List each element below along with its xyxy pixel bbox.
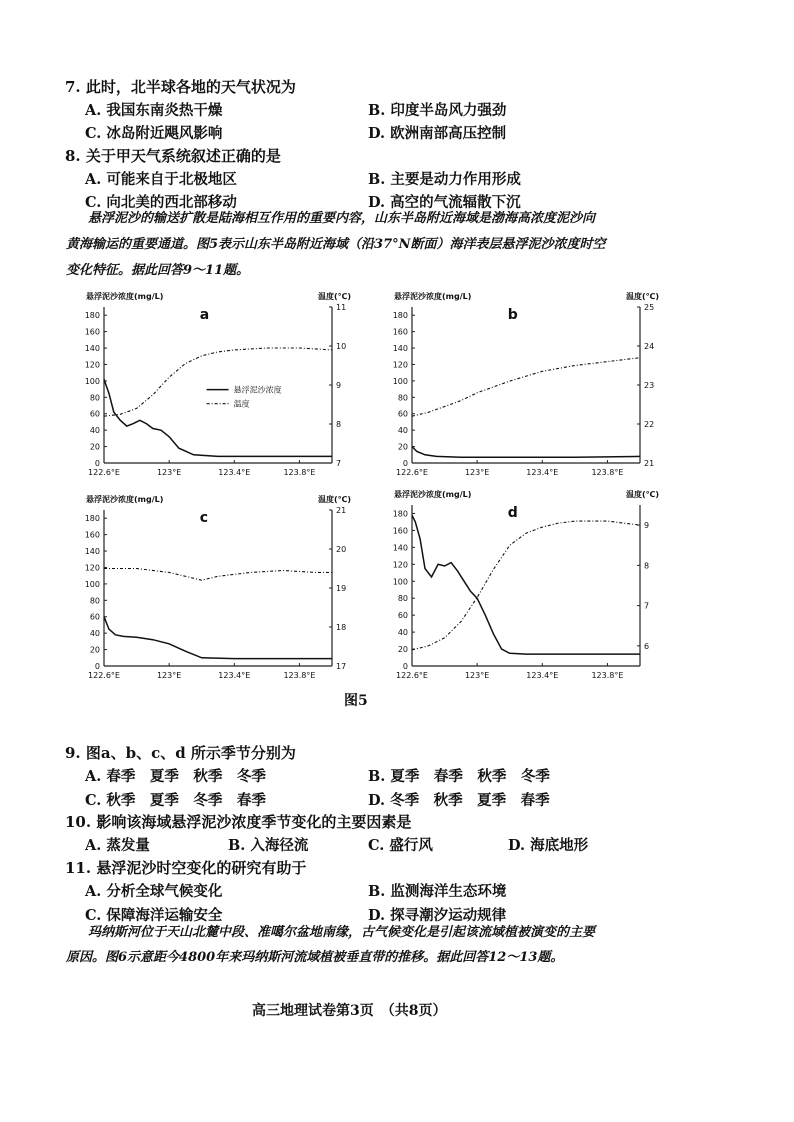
x-tick-label: 123.8°E: [591, 671, 624, 680]
sediment-concentration-line: [412, 515, 640, 654]
legend-label: 悬浮泥沙浓度: [233, 385, 282, 395]
question-10-stem: 10. 影响该海域悬浮泥沙浓度季节变化的主要因素是: [65, 813, 412, 831]
right-axis-title: 温度(℃): [626, 292, 659, 301]
left-tick-label: 140: [392, 543, 408, 553]
x-tick-label: 123.4°E: [218, 468, 251, 477]
x-tick-label: 122.6°E: [396, 468, 428, 477]
passage-2-line-1: 玛纳斯河位于天山北麓中段、准噶尔盆地南缘，古气候变化是引起该流域植被演变的主要: [88, 925, 596, 940]
chart-panel-a: [72, 285, 362, 485]
x-tick-label: 123.8°E: [283, 468, 316, 477]
chart-panel-b: [380, 285, 670, 485]
left-tick-label: 60: [89, 612, 100, 622]
left-tick-label: 100: [392, 577, 408, 587]
right-tick-label: 7: [644, 601, 650, 611]
panel-label: b: [507, 307, 518, 323]
question-11-option-c: C. 保障海洋运输安全: [85, 907, 223, 924]
left-tick-label: 120: [392, 560, 408, 570]
left-tick-label: 20: [89, 645, 100, 655]
right-tick-label: 7: [336, 459, 342, 468]
panel-label: c: [199, 510, 209, 526]
left-tick-label: 100: [84, 376, 100, 386]
question-11-option-a: A. 分析全球气候变化: [85, 883, 223, 900]
left-tick-label: 100: [84, 579, 100, 589]
figure-caption: 图5: [344, 693, 368, 709]
left-tick-label: 160: [84, 327, 100, 337]
sediment-concentration-line: [104, 617, 332, 659]
right-tick-label: 22: [644, 420, 655, 429]
right-tick-label: 9: [336, 381, 342, 390]
left-tick-label: 60: [89, 409, 100, 419]
chart-panel-c: [72, 488, 362, 688]
panel-label: d: [507, 505, 518, 521]
x-tick-label: 122.6°E: [396, 671, 428, 680]
left-tick-label: 140: [84, 344, 100, 354]
left-tick-label: 20: [89, 442, 100, 452]
left-tick-label: 140: [392, 344, 408, 354]
right-tick-label: 9: [644, 521, 650, 531]
left-tick-label: 60: [397, 409, 408, 419]
question-7-option-d: D. 欧洲南部高压控制: [368, 125, 507, 142]
x-tick-label: 123.8°E: [591, 468, 624, 477]
x-tick-label: 123.4°E: [218, 671, 251, 680]
right-tick-label: 23: [644, 381, 655, 390]
passage-2-line-2: 原因。图6示意距今4800年来玛纳斯河流域植被垂直带的推移。据此回答12～13题。: [66, 950, 564, 965]
left-tick-label: 120: [84, 360, 100, 370]
passage-1-line-2: 黄海输运的重要通道。图5表示山东半岛附近海域（沿37°N断面）海洋表层悬浮泥沙浓度时空: [66, 237, 606, 252]
sediment-concentration-line: [412, 447, 640, 458]
right-tick-label: 8: [336, 420, 342, 429]
left-axis-title: 悬浮泥沙浓度(mg/L): [86, 292, 164, 301]
right-tick-label: 18: [336, 623, 347, 632]
left-tick-label: 160: [84, 530, 100, 540]
x-tick-label: 123°E: [464, 671, 490, 680]
right-tick-label: 25: [644, 303, 655, 312]
question-10-option-d: D. 海底地形: [508, 837, 589, 854]
question-9-option-a: A. 春季 夏季 秋季 冬季: [85, 768, 266, 785]
left-tick-label: 60: [397, 611, 408, 621]
question-8-option-b: B. 主要是动力作用形成: [368, 171, 521, 188]
left-tick-label: 0: [94, 662, 100, 671]
left-tick-label: 120: [84, 563, 100, 573]
left-tick-label: 180: [392, 311, 408, 321]
chart-panel-d: [380, 483, 670, 688]
temperature-line: [104, 348, 332, 416]
question-9-stem: 9. 图a、b、c、d 所示季节分别为: [65, 744, 296, 762]
question-7-option-a: A. 我国东南炎热干燥: [85, 102, 223, 119]
left-tick-label: 40: [89, 426, 100, 436]
left-tick-label: 180: [392, 509, 408, 519]
left-tick-label: 0: [94, 459, 100, 468]
right-tick-label: 11: [336, 303, 347, 312]
question-11-option-d: D. 探寻潮汐运动规律: [368, 907, 507, 924]
x-tick-label: 122.6°E: [88, 671, 120, 680]
x-tick-label: 123.4°E: [526, 468, 559, 477]
left-tick-label: 40: [397, 628, 408, 638]
right-axis-title: 温度(℃): [626, 490, 659, 499]
left-axis-title: 悬浮泥沙浓度(mg/L): [86, 495, 164, 504]
right-tick-label: 17: [336, 662, 347, 671]
left-axis-title: 悬浮泥沙浓度(mg/L): [394, 490, 472, 499]
x-tick-label: 123°E: [464, 468, 490, 477]
left-tick-label: 180: [84, 311, 100, 321]
question-9-option-d: D. 冬季 秋季 夏季 春季: [368, 792, 550, 809]
question-8-option-d: D. 高空的气流辐散下沉: [368, 194, 521, 211]
left-tick-label: 80: [397, 393, 408, 403]
right-axis-title: 温度(℃): [318, 292, 351, 301]
legend-label: 温度: [233, 399, 250, 409]
question-11-stem: 11. 悬浮泥沙时空变化的研究有助于: [65, 859, 307, 877]
panel-label: a: [199, 307, 210, 323]
x-tick-label: 123°E: [156, 671, 182, 680]
right-tick-label: 20: [336, 545, 347, 554]
sediment-concentration-line: [104, 379, 332, 456]
left-tick-label: 80: [397, 594, 408, 604]
question-9-option-b: B. 夏季 春季 秋季 冬季: [368, 768, 550, 785]
question-8-stem: 8. 关于甲天气系统叙述正确的是: [65, 147, 281, 165]
question-9-option-c: C. 秋季 夏季 冬季 春季: [85, 792, 266, 809]
question-11-option-b: B. 监测海洋生态环境: [368, 883, 507, 900]
x-tick-label: 123.4°E: [526, 671, 559, 680]
question-7-option-c: C. 冰岛附近飓风影响: [85, 125, 223, 142]
left-tick-label: 0: [402, 662, 408, 671]
question-8-option-c: C. 向北美的西北部移动: [85, 194, 237, 211]
right-tick-label: 8: [644, 561, 650, 571]
right-tick-label: 24: [644, 342, 655, 351]
right-tick-label: 21: [644, 459, 655, 468]
left-tick-label: 20: [397, 442, 408, 452]
question-7-stem: 7. 此时，北半球各地的天气状况为: [65, 78, 296, 96]
left-axis-title: 悬浮泥沙浓度(mg/L): [394, 292, 472, 301]
left-tick-label: 40: [397, 426, 408, 436]
left-tick-label: 140: [84, 547, 100, 557]
right-tick-label: 6: [644, 641, 650, 651]
question-10-option-a: A. 蒸发量: [85, 837, 150, 854]
page-footer: 高三地理试卷第3页 （共8页）: [252, 1003, 447, 1019]
left-tick-label: 20: [397, 645, 408, 655]
question-10-option-c: C. 盛行风: [368, 837, 433, 854]
temperature-line: [412, 521, 640, 650]
left-tick-label: 180: [84, 514, 100, 524]
passage-1-line-3: 变化特征。据此回答9～11题。: [66, 263, 250, 278]
question-10-option-b: B. 入海径流: [228, 837, 309, 854]
right-axis-title: 温度(℃): [318, 495, 351, 504]
left-tick-label: 160: [392, 327, 408, 337]
x-tick-label: 123.8°E: [283, 671, 316, 680]
left-tick-label: 120: [392, 360, 408, 370]
left-tick-label: 0: [402, 459, 408, 468]
question-7-option-b: B. 印度半岛风力强劲: [368, 102, 507, 119]
temperature-line: [412, 358, 640, 417]
left-tick-label: 80: [89, 393, 100, 403]
temperature-line: [104, 569, 332, 581]
right-tick-label: 19: [336, 584, 347, 593]
x-tick-label: 122.6°E: [88, 468, 120, 477]
left-tick-label: 40: [89, 629, 100, 639]
question-8-option-a: A. 可能来自于北极地区: [85, 171, 237, 188]
right-tick-label: 21: [336, 506, 347, 515]
left-tick-label: 160: [392, 526, 408, 536]
passage-1-line-1: 悬浮泥沙的输送扩散是陆海相互作用的重要内容，山东半岛附近海域是渤海高浓度泥沙向: [88, 211, 596, 226]
x-tick-label: 123°E: [156, 468, 182, 477]
right-tick-label: 10: [336, 342, 347, 351]
left-tick-label: 100: [392, 376, 408, 386]
left-tick-label: 80: [89, 596, 100, 606]
